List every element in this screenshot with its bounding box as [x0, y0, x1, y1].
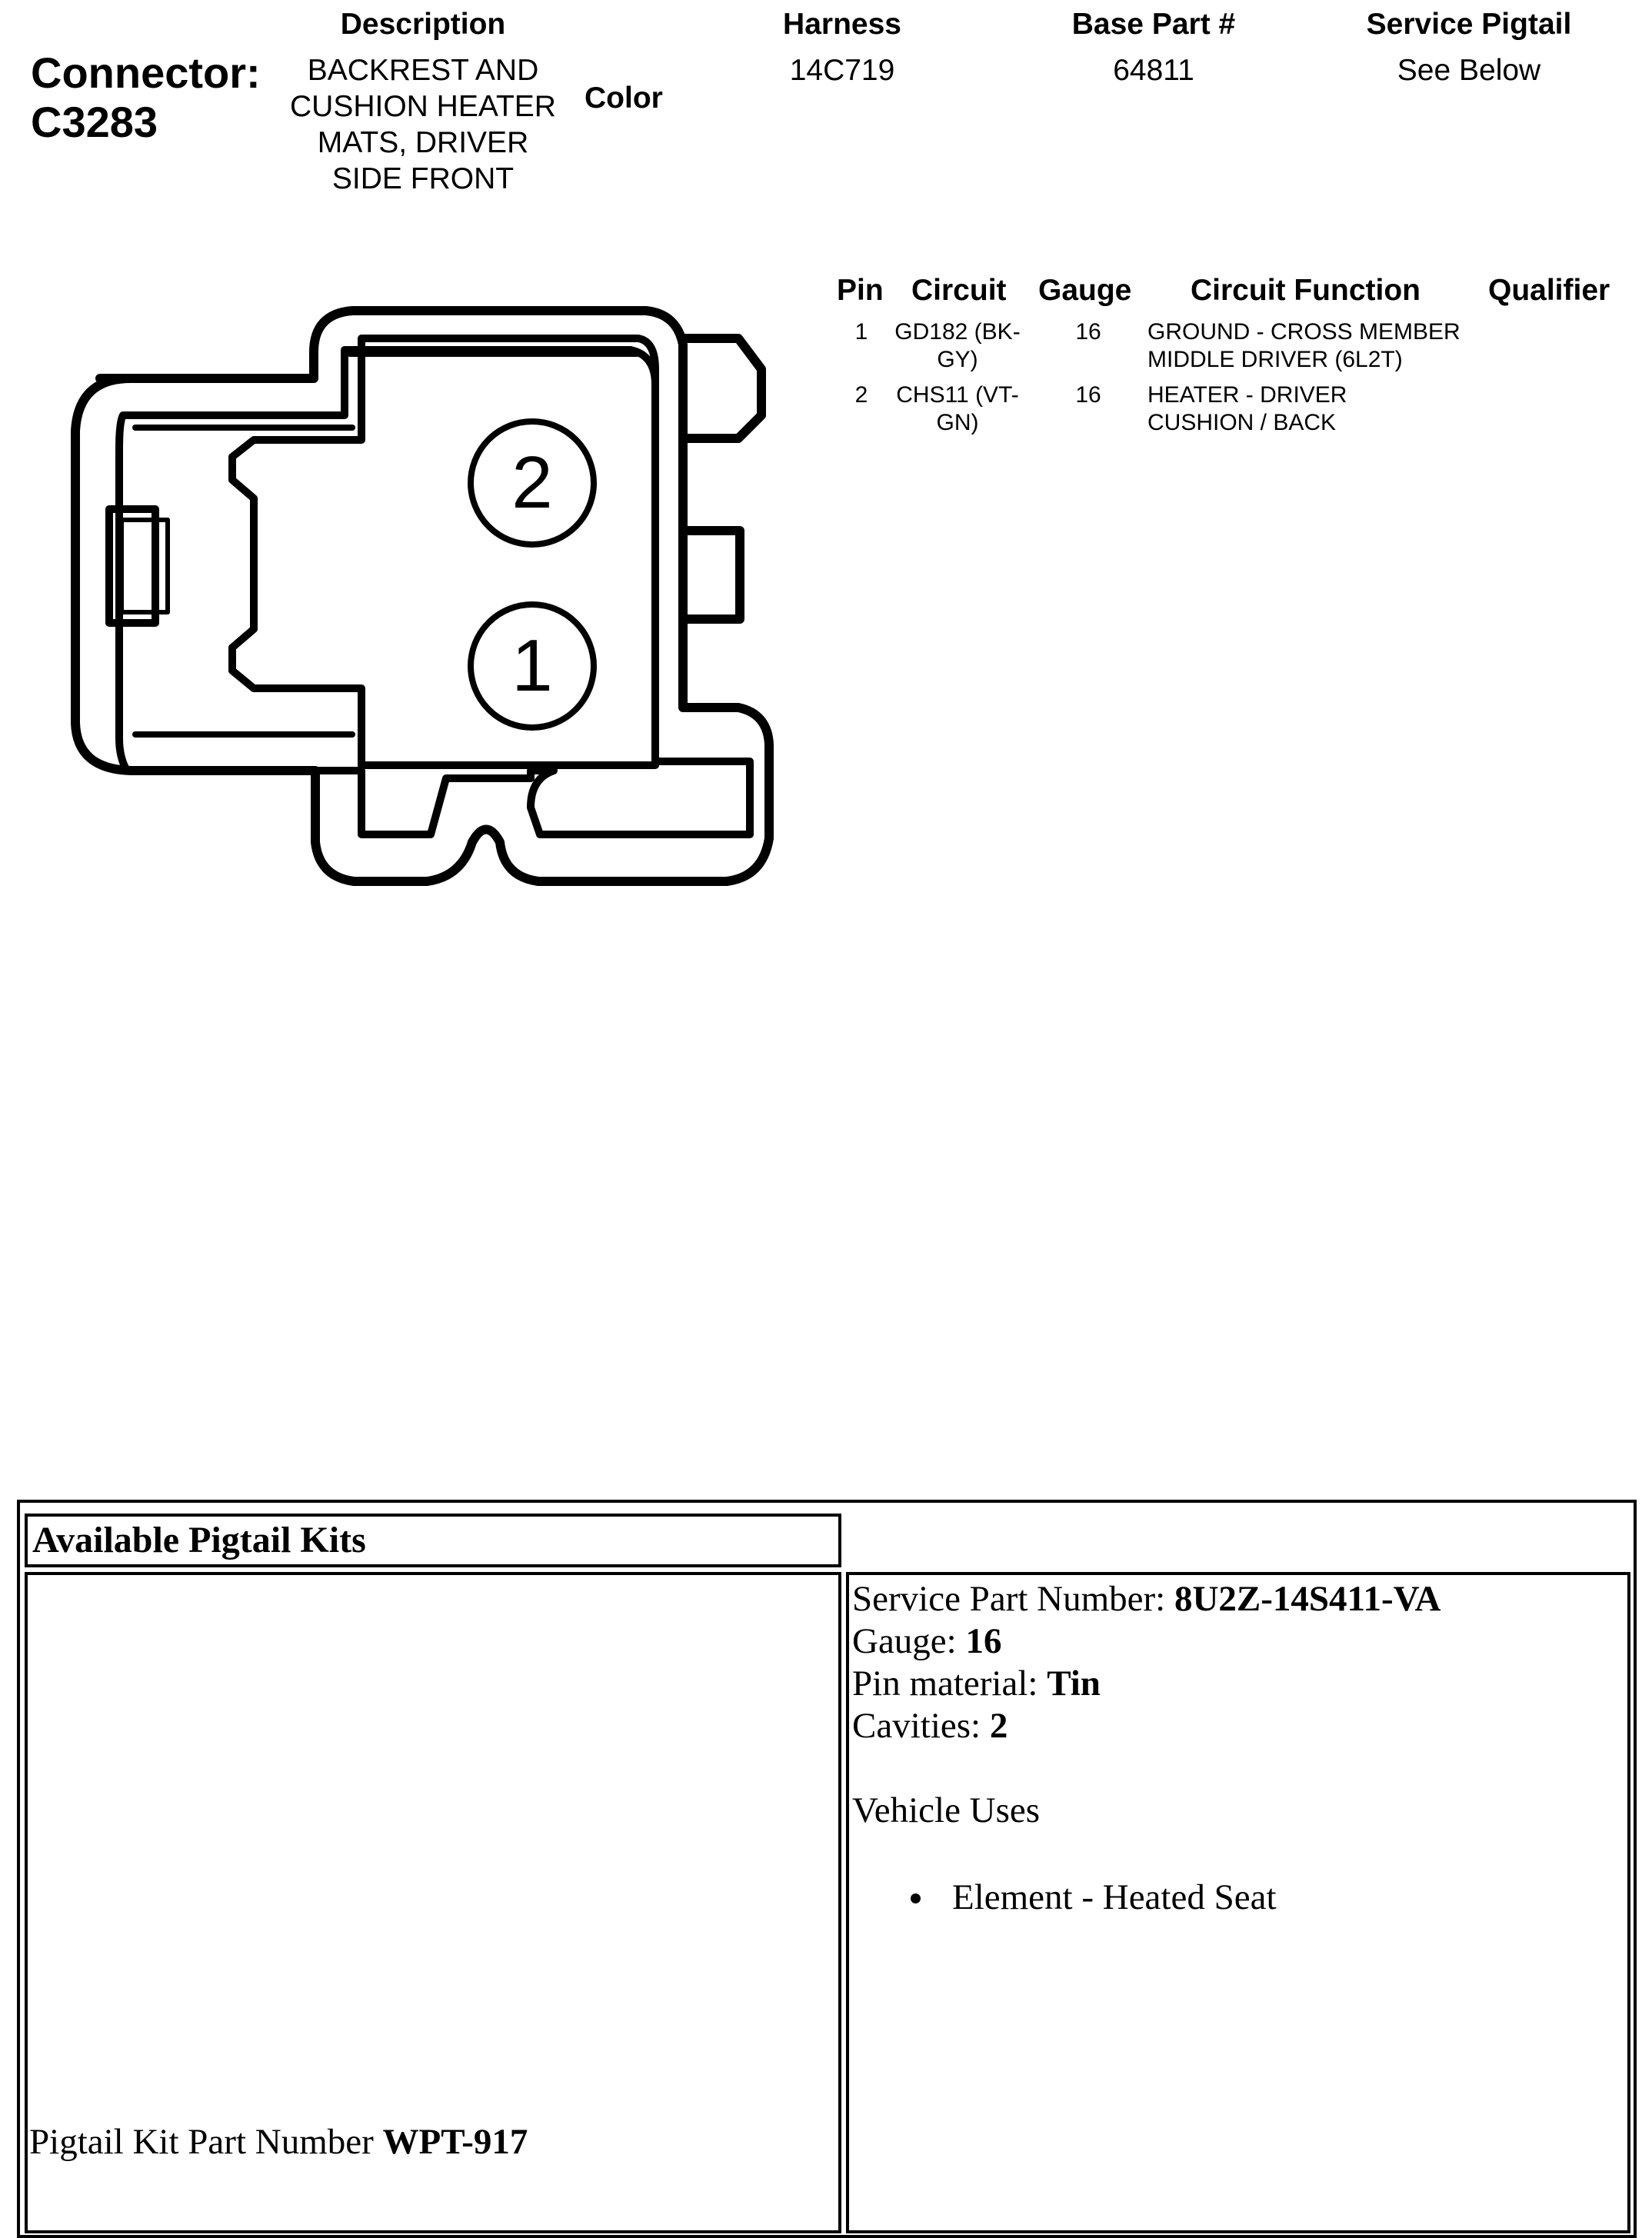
description-line: CUSHION HEATER — [290, 90, 556, 123]
description-line: BACKREST AND — [307, 54, 539, 87]
harness-heading: Harness — [783, 8, 901, 41]
base-part-value: 64811 — [1113, 54, 1194, 87]
function-cell — [1147, 381, 1517, 437]
pin-table-header-circuit: Circuit — [911, 274, 1007, 307]
cavities-value: 2 — [989, 1706, 1008, 1746]
pin-label-2: 2 — [511, 441, 553, 524]
function-line: HEATER - DRIVER — [1147, 382, 1347, 408]
right-top-tab — [683, 338, 761, 438]
function-cell — [1147, 318, 1517, 374]
circuit-cell — [892, 381, 1023, 437]
function-line: MIDDLE DRIVER (6L2T) — [1147, 347, 1403, 372]
cavities-row — [852, 1705, 1441, 1747]
harness-value: 14C719 — [789, 54, 895, 87]
pin-table-header-qualifier: Qualifier — [1488, 274, 1610, 307]
pin-label-1: 1 — [511, 624, 553, 707]
vehicle-use-label: Element - Heated Seat — [952, 1877, 1277, 1917]
pigtail-kit-part-number — [29, 2121, 528, 2163]
description-heading: Description — [340, 8, 506, 41]
table-row — [831, 381, 1615, 440]
circuit-line: CHS11 (VT- — [896, 382, 1019, 408]
circuit-line: GD182 (BK- — [894, 319, 1021, 345]
function-line: CUSHION / BACK — [1147, 410, 1337, 435]
pin-table-header-pin: Pin — [837, 274, 884, 307]
function-line: GROUND - CROSS MEMBER — [1147, 319, 1460, 345]
table-row — [831, 318, 1615, 377]
pin-table-header-gauge: Gauge — [1038, 274, 1132, 307]
vehicle-uses-heading: Vehicle Uses — [852, 1790, 1041, 1830]
service-pigtail-value: See Below — [1397, 54, 1541, 87]
service-pigtail-heading: Service Pigtail — [1366, 8, 1572, 41]
connector-label: Connector: — [31, 48, 261, 97]
right-middle-tab — [684, 531, 740, 619]
pin-cavities — [471, 421, 594, 728]
pigtail-details — [852, 1578, 1441, 1919]
kit-part-value: WPT-917 — [382, 2122, 528, 2162]
connector-id: C3283 — [31, 98, 158, 146]
service-part-label: Service Part Number: — [852, 1579, 1174, 1619]
service-part-row — [852, 1578, 1441, 1620]
left-latch-inner — [122, 520, 168, 612]
gauge-cell: 16 — [1075, 319, 1101, 345]
description-line: SIDE FRONT — [331, 162, 515, 195]
bullet-icon — [911, 1893, 921, 1903]
connector-face-diagram — [0, 0, 846, 923]
pigtail-heading: Available Pigtail Kits — [32, 1520, 366, 1560]
circuit-line: GN) — [936, 410, 979, 435]
gauge-row — [852, 1620, 1441, 1663]
pin-table-header-function: Circuit Function — [1191, 274, 1421, 307]
service-part-value: 8U2Z-14S411-VA — [1174, 1579, 1441, 1619]
description-line: MATS, DRIVER — [317, 126, 529, 159]
circuit-cell — [892, 318, 1023, 374]
housing-outline — [75, 311, 769, 881]
cavities-label: Cavities: — [852, 1706, 990, 1746]
pin-material-row — [852, 1663, 1441, 1705]
gauge-value: 16 — [965, 1621, 1002, 1661]
color-heading: Color — [585, 82, 663, 115]
receptacle-cavity — [232, 338, 655, 765]
gauge-label: Gauge: — [852, 1621, 966, 1661]
pin-cell: 1 — [854, 319, 868, 345]
pigtail-heading-cell — [25, 1514, 841, 1567]
base-part-heading: Base Part # — [1071, 8, 1236, 41]
pin-material-label: Pin material: — [852, 1664, 1047, 1703]
circuit-line: GY) — [937, 347, 978, 372]
pin-material-value: Tin — [1047, 1664, 1101, 1703]
kit-part-label: Pigtail Kit Part Number — [29, 2122, 383, 2162]
gauge-cell: 16 — [1075, 382, 1101, 408]
pin-cell: 2 — [854, 382, 868, 408]
vehicle-use-item — [852, 1877, 1441, 1919]
